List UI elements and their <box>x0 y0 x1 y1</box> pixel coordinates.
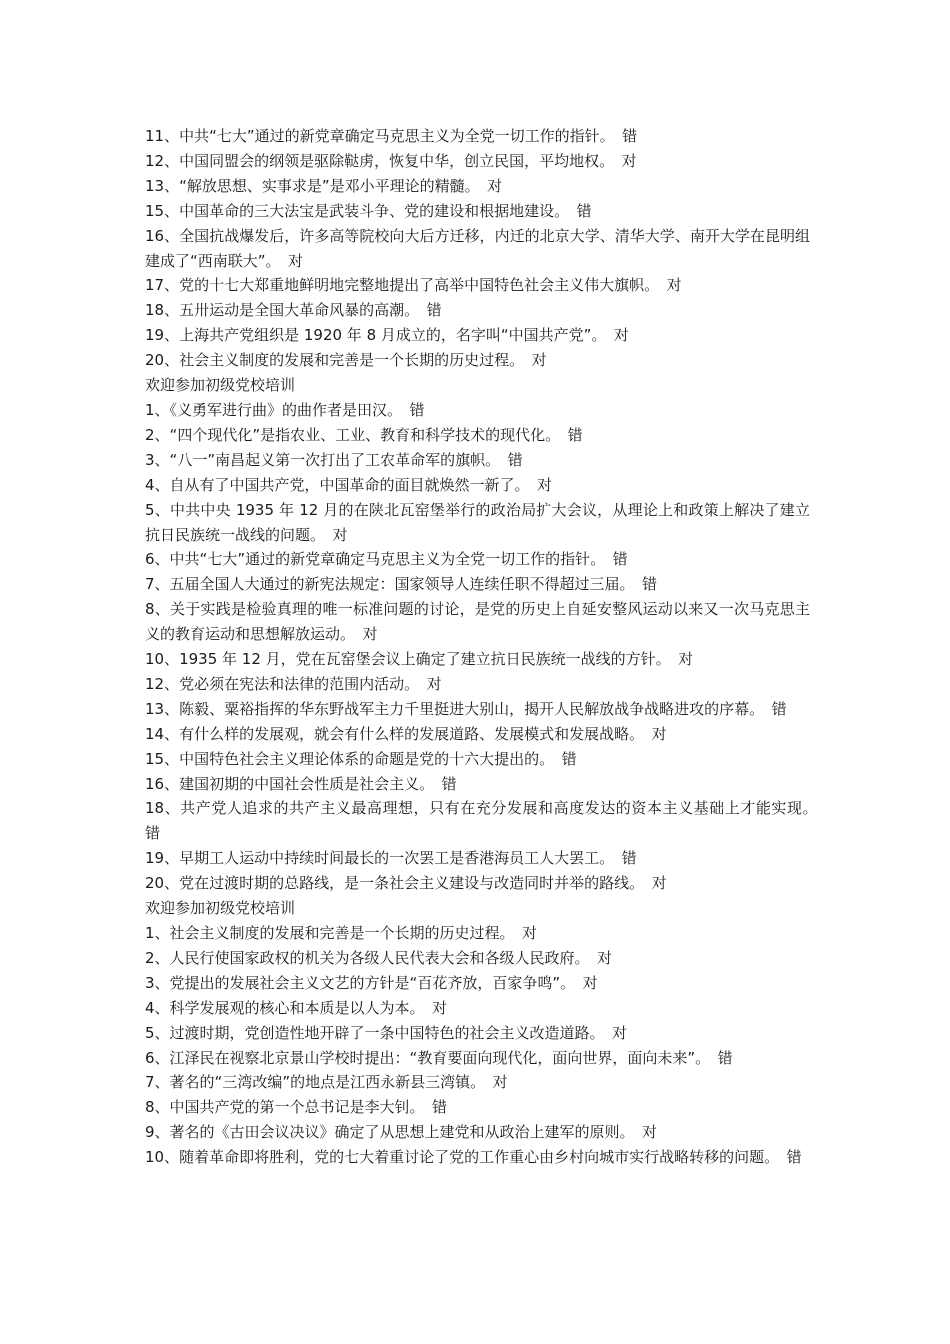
text-line: 18、五卅运动是全国大革命风暴的高潮。 错 <box>145 301 442 320</box>
section-heading: 欢迎参加初级党校培训 <box>145 899 296 918</box>
text-line: 16、全国抗战爆发后，许多高等院校向大后方迁移，内迁的北京大学、清华大学、南开大学在昆明组建成了“西南联大”。 对 <box>145 226 810 270</box>
text-line: 15、中国革命的三大法宝是武装斗争、党的建设和根据地建设。 错 <box>145 201 592 220</box>
text-line: 3、“八一”南昌起义第一次打出了工农革命军的旗帜。 错 <box>145 450 523 469</box>
text-line: 16、建国初期的中国社会性质是社会主义。 错 <box>145 774 457 793</box>
text-line: 5、中共中央 1935 年 12 月的在陕北瓦窑堡举行的政治局扩大会议，从理论上和政策上解决了建立抗日民族统一战线的问题。 对 <box>145 500 810 544</box>
text-line: 14、有什么样的发展观，就会有什么样的发展道路、发展模式和发展战略。 对 <box>145 724 667 743</box>
text-line: 18、共产党人追求的共产主义最高理想，只有在充分发展和高度发达的资本主义基础上才能实现。 错 <box>145 799 826 843</box>
text-line: 12、党必须在宪法和法律的范围内活动。 对 <box>145 674 442 693</box>
text-line: 2、“四个现代化”是指农业、工业、教育和科学技术的现代化。 错 <box>145 425 583 444</box>
text-line: 1、社会主义制度的发展和完善是一个长期的历史过程。 对 <box>145 924 538 942</box>
text-line: 13、陈毅、粟裕指挥的华东野战军主力千里挺进大别山，揭开人民解放战争战略进攻的序幕。 错 <box>145 699 787 718</box>
text-line: 10、随着革命即将胜利，党的七大着重讨论了党的工作重心由乡村向城市实行战略转移的问题。 错 <box>145 1148 802 1167</box>
text-line: 8、关于实践是检验真理的唯一标准问题的讨论，是党的历史上自延安整风运动以来又一次马克思主义的教育运动和思想解放运动。 对 <box>145 600 810 644</box>
text-line: 19、早期工人运动中持续时间最长的一次罢工是香港海员工人大罢工。 错 <box>145 849 637 868</box>
text-line: 4、科学发展观的核心和本质是以人为本。 对 <box>145 998 448 1017</box>
section-heading: 欢迎参加初级党校培训 <box>145 376 296 395</box>
document-body <box>145 124 826 1170</box>
text-line: 20、党在过渡时期的总路线，是一条社会主义建设与改造同时并举的路线。 对 <box>145 874 667 893</box>
text-line: 10、1935 年 12 月，党在瓦窑堡会议上确定了建立抗日民族统一战线的方针。 对 <box>145 650 694 669</box>
text-line: 2、人民行使国家政权的机关为各级人民代表大会和各级人民政府。 对 <box>145 948 613 967</box>
text-line: 1、《义勇军进行曲》的曲作者是田汉。 错 <box>145 400 425 419</box>
text-line: 15、中国特色社会主义理论体系的命题是党的十六大提出的。 错 <box>145 749 577 768</box>
text-line: 5、过渡时期，党创造性地开辟了一条中国特色的社会主义改造道路。 对 <box>145 1023 628 1042</box>
text-line: 17、党的十七大郑重地鲜明地完整地提出了高举中国特色社会主义伟大旗帜。 对 <box>145 276 682 295</box>
text-line: 19、上海共产党组织是 1920 年 8 月成立的，名字叫“中国共产党”。 对 <box>145 326 629 345</box>
text-line: 8、中国共产党的第一个总书记是李大钊。 错 <box>145 1098 448 1117</box>
text-line: 13、“解放思想、实事求是”是邓小平理论的精髓。 对 <box>145 176 503 195</box>
text-line: 7、五届全国人大通过的新宪法规定：国家领导人连续任职不得超过三届。 错 <box>145 575 658 594</box>
text-line: 6、江泽民在视察北京景山学校时提出：“教育要面向现代化，面向世界，面向未来”。 错 <box>145 1048 733 1067</box>
text-line: 4、自从有了中国共产党，中国革命的面目就焕然一新了。 对 <box>145 475 553 494</box>
text-line: 12、中国同盟会的纲领是驱除鞑虏，恢复中华，创立民国，平均地权。 对 <box>145 151 637 170</box>
text-line: 3、党提出的发展社会主义文艺的方针是“百花齐放，百家争鸣”。 对 <box>145 973 598 992</box>
text-line: 11、中共“七大”通过的新党章确定马克思主义为全党一切工作的指针。 错 <box>145 127 638 145</box>
text-line: 9、著名的《古田会议决议》确定了从思想上建党和从政治上建军的原则。 对 <box>145 1123 658 1142</box>
text-line: 7、著名的“三湾改编”的地点是江西永新县三湾镇。 对 <box>145 1073 508 1092</box>
text-line: 6、中共“七大”通过的新党章确定马克思主义为全党一切工作的指针。 错 <box>145 550 628 569</box>
text-line: 20、社会主义制度的发展和完善是一个长期的历史过程。 对 <box>145 351 547 370</box>
